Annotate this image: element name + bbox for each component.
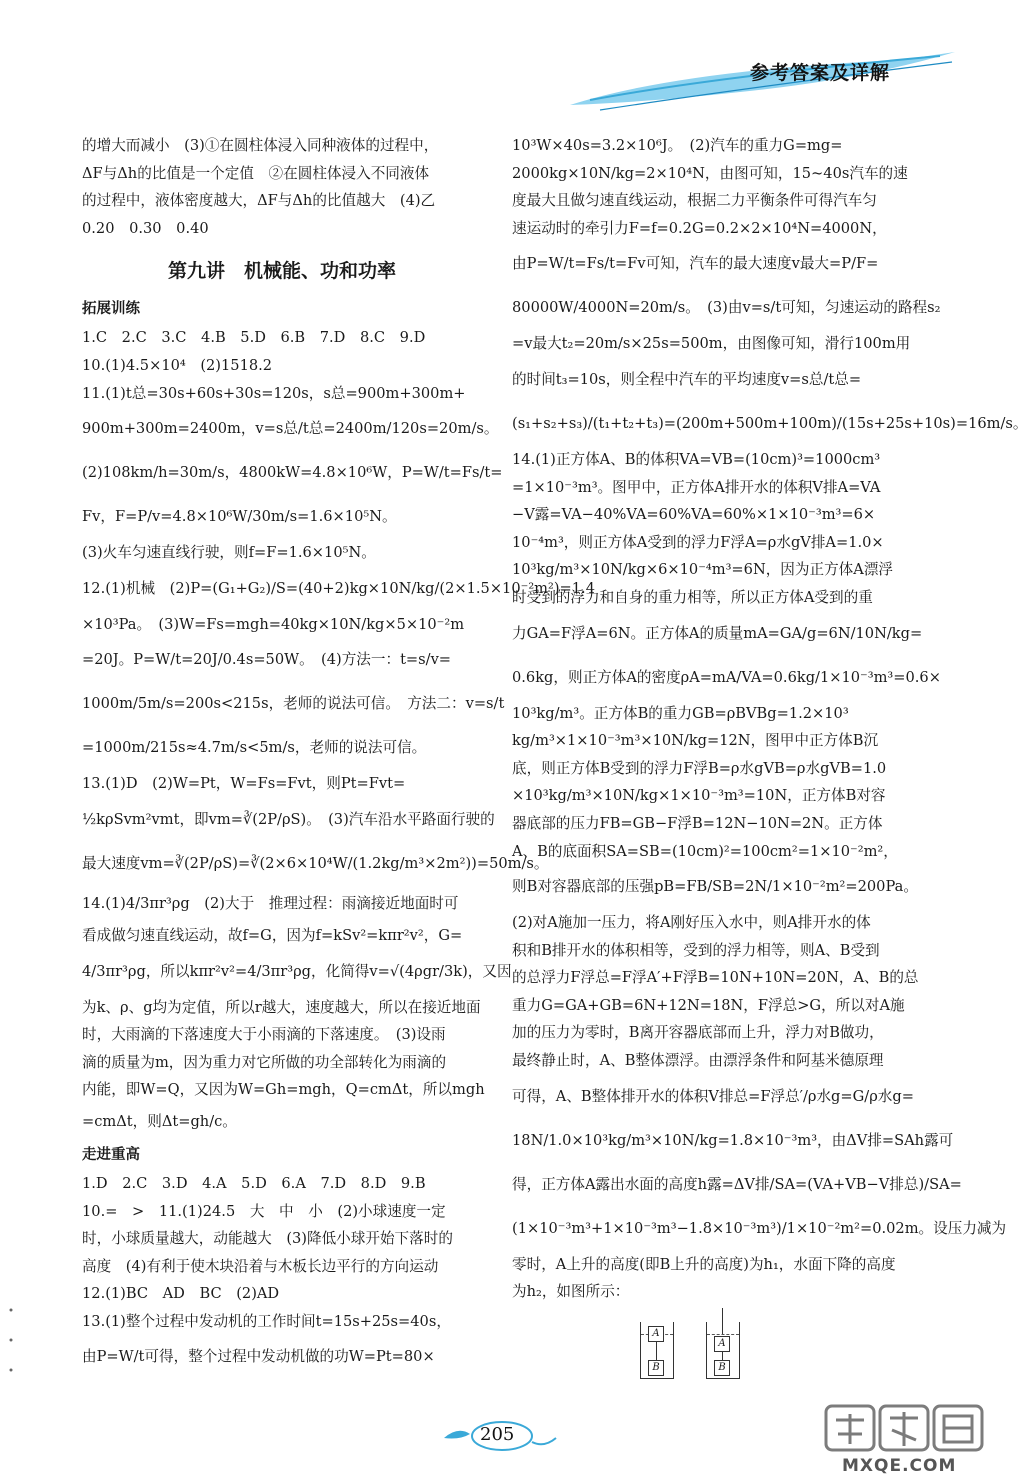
cube-b: B [648,1360,664,1376]
text-line: 的过程中，液体密度越大，ΔF与Δh的比值越大 (4)乙 [82,192,436,210]
text-line: 底，则正方体B受到的浮力F浮B=ρ水gVB=ρ水gVB=1.0 [512,759,887,777]
text-line: 80000W/4000N=20m/s。 (3)由v=s/t可知，匀速运动的路程s₂ [512,299,941,317]
text-line: =1×10⁻³m³。图甲中，正方体A排开水的体积V排A=VA [512,478,881,496]
text-line: =v最大t₂=20m/s×25s=500m，由图像可知，滑行100m用 [512,335,911,353]
text-line: (3)火车匀速直线行驶，则f=F=1.6×10⁵N。 [82,544,376,562]
text-line: 的总浮力F浮总=F浮A′+F浮B=10N+10N=20N，A、B的总 [512,969,919,987]
section-heading: 走进重高 [82,1146,140,1163]
text-line: 得，正方体A露出水面的高度h露=ΔV排/SA=(VA+VB−V排总)/SA= [512,1175,962,1193]
text-line: 为k、ρ、g均为定值，所以r越大，速度越大，所以在接近地面 [82,998,481,1016]
text-line: 1.D 2.C 3.D 4.A 5.D 6.A 7.D 8.D 9.B [82,1174,426,1192]
cube-a: A [714,1336,730,1352]
text-line: 12.(1)机械 (2)P=(G₁+G₂)/S=(40+2)kg×10N/kg/(2×1.5×10⁻²m²)=1.4 [82,579,595,597]
text-line: =1000m/215s≈4.7m/s<5m/s，老师的说法可信。 [82,739,427,757]
page-number-text: 205 [480,1424,515,1445]
text-line: kg/m³×1×10⁻³m³×10N/kg=12N，图甲中正方体B沉 [512,732,879,750]
text-line: 12.(1)BC AD BC (2)AD [82,1285,280,1303]
text-line: ×10³kg/m³×10N/kg×1×10⁻³m³=10N，正方体B对容 [512,787,886,805]
text-line: 由P=W/t=Fs/t=Fv可知，汽车的最大速度v最大=P/F= [512,255,879,273]
text-line: 的时间t₃=10s，则全程中汽车的平均速度v=s总/t总= [512,370,862,388]
text-line: 13.(1)D (2)W=Pt，W=Fs=Fvt，则Pt=Fvt= [82,775,406,793]
text-line: 0.20 0.30 0.40 [82,219,209,237]
text-line: 900m+300m=2400m，v=s总/t总=2400m/120s=20m/s。 [82,420,499,438]
beaker-left [640,1322,674,1379]
watermark-url: MXQE.COM [842,1456,957,1476]
text-line: 滴的质量为m，因为重力对它所做的功全部转化为雨滴的 [82,1053,447,1071]
page-header [560,40,960,120]
text-line: 11.(1)t总=30s+60s+30s=120s，s总=900m+300m+ [82,384,466,402]
text-line: 时受到的浮力和自身的重力相等，所以正方体A受到的重 [512,588,873,606]
text-line: −V露=VA−40%VA=60%VA=60%×1×10⁻³m³=6× [512,506,876,524]
page-number [440,1418,560,1454]
text-line: 的增大而减小 (3)①在圆柱体浸入同种液体的过程中， [82,137,439,154]
text-line: (s₁+s₂+s₃)/(t₁+t₂+t₃)=(200m+500m+100m)/(15s+25s+10s)=16m/s。 [512,414,1028,432]
text-line: 由P=W/t可得，整个过程中发动机做的功W=Pt=80× [82,1348,435,1366]
text-line: 1.C 2.C 3.C 4.B 5.D 6.B 7.D 8.C 9.D [82,329,426,347]
text-line: 看成做匀速直线运动，故f=G，因为f=kSv²=kπr²v²，G= [82,926,463,944]
text-line: 度最大且做匀速直线运动，根据二力平衡条件可得汽车匀 [512,192,877,210]
text-line: 零时，A上升的高度(即B上升的高度)为h₁，水面下降的高度 [512,1255,896,1273]
text-line: 内能，即W=Q，又因为W=Gh=mgh，Q=cmΔt，所以mgh [82,1081,485,1099]
text-line: ½kρSvm²vmt，即vm=∛(2P/ρS)。 (3)汽车沿水平路面行驶的 [82,810,495,828]
text-line: 速运动时的牵引力F=f=0.2G=0.2×2×10⁴N=4000N， [512,219,887,237]
text-line: 积和B排开水的体积相等，受到的浮力相等，则A、B受到 [512,941,880,959]
text-line: 加的压力为零时，B离开容器底部而上升，浮力对B做功， [512,1024,884,1042]
text-line: 重力G=GA+GB=6N+12N=18N，F浮总>G，所以对A施 [512,996,905,1014]
text-line: ×10³Pa。 (3)W=Fs=mgh=40kg×10N/kg×5×10⁻²m [82,615,465,633]
chapter-title: 第九讲 机械能、功和功率 [167,260,396,283]
text-line: 1000m/5m/s=200s<215s，老师的说法可信。 方法二：v=s/t [82,695,505,713]
text-line: 高度 (4)有利于使木块沿着与木板长边平行的方向运动 [82,1257,439,1275]
text-line: =20J。P=W/t=20J/0.4s=50W。 (4)方法一：t=s/v= [82,651,452,669]
text-line: 14.(1)正方体A、B的体积VA=VB=(10cm)³=1000cm³ [512,450,881,468]
text-line: 14.(1)4/3πr³ρg (2)大于 推理过程：雨滴接近地面时可 [82,894,459,912]
text-line: 为h₂，如图所示： [512,1283,630,1301]
text-line: 时，小球质量越大，动能越大 (3)降低小球开始下落时的 [82,1230,453,1248]
text-line: A、B的底面积SA=SB=(10cm)²=100cm²=1×10⁻²m²， [512,842,898,860]
text-line: (2)对A施加一压力，将A刚好压入水中，则A排开水的体 [512,914,871,932]
text-line: ΔF与Δh的比值是一个定值 ②在圆柱体浸入不同液体 [82,164,430,182]
text-line: Fv，F=P/v=4.8×10⁶W/30m/s=1.6×10⁵N。 [82,508,397,526]
text-line: 可得，A、B整体排开水的体积V排总=F浮总′/ρ水g=G/ρ水g= [512,1087,914,1105]
text-line: 最大速度vm=∛(2P/ρS)=∛(2×6×10⁴W/(1.2kg/m³×2m²))=50m/s。 [82,854,549,872]
connecting-string [722,1352,723,1360]
text-line: 最终静止时，A、B整体漂浮。由漂浮条件和阿基米德原理 [512,1052,884,1070]
section-heading: 拓展训练 [82,301,140,318]
header-title: 参考答案及详解 [749,62,890,84]
text-line: 2000kg×10N/kg=2×10⁴N，由图可知，15~40s汽车的速 [512,164,908,182]
cube-a: A [648,1326,664,1342]
text-line: (1×10⁻³m³+1×10⁻³m³−1.8×10⁻³m³)/1×10⁻²m²=0.02m。设压力减为 [512,1219,1007,1237]
right-column [512,132,1028,1306]
text-line: 力GA=F浮A=6N。正方体A的质量mA=GA/g=6N/10N/kg= [512,624,923,642]
text-line: 10⁻⁴m³，则正方体A受到的浮力F浮A=ρ水gV排A=1.0× [512,533,884,551]
text-line: 时，大雨滴的下落速度大于小雨滴的下落速度。 (3)设雨 [82,1026,446,1044]
beaker-figure [640,1322,760,1382]
text-line: 10.= > 11.(1)24.5 大 中 小 (2)小球速度一定 [82,1202,446,1220]
text-line: 10³W×40s=3.2×10⁶J。 (2)汽车的重力G=mg= [512,137,843,154]
text-line: 则B对容器底部的压强pB=FB/SB=2N/1×10⁻²m²=200Pa。 [512,878,918,896]
push-rod [722,1308,723,1334]
text-line: 器底部的压力FB=GB−F浮B=12N−10N=2N。正方体 [512,814,883,832]
connecting-string [656,1342,657,1360]
text-line: 18N/1.0×10³kg/m³×10N/kg=1.8×10⁻³m³，由ΔV排=SAh露可 [512,1131,954,1149]
text-line: 13.(1)整个过程中发动机的工作时间t=15s+25s=40s， [82,1312,451,1330]
text-line: 10³kg/m³×10N/kg×6×10⁻⁴m³=6N，因为正方体A漂浮 [512,561,894,579]
text-line: 10³kg/m³。正方体B的重力GB=ρBVBg=1.2×10³ [512,704,849,722]
cube-b: B [714,1360,730,1376]
text-line: 10.(1)4.5×10⁴ (2)1518.2 [82,356,273,374]
text-line: (2)108km/h=30m/s，4800kW=4.8×10⁶W，P=W/t=Fs/t= [82,464,503,482]
text-line: 4/3πr³ρg，所以kπr²v²=4/3πr³ρg，化简得v=√(4ρgr/3k)，又因 [82,962,512,980]
beaker-right [706,1322,740,1379]
binding-marks [6,1300,16,1380]
text-line: =cmΔt，则Δt=gh/c。 [82,1112,237,1130]
text-line: 0.6kg，则正方体A的密度ρA=mA/VA=0.6kg/1×10⁻³m³=0.6× [512,668,941,686]
